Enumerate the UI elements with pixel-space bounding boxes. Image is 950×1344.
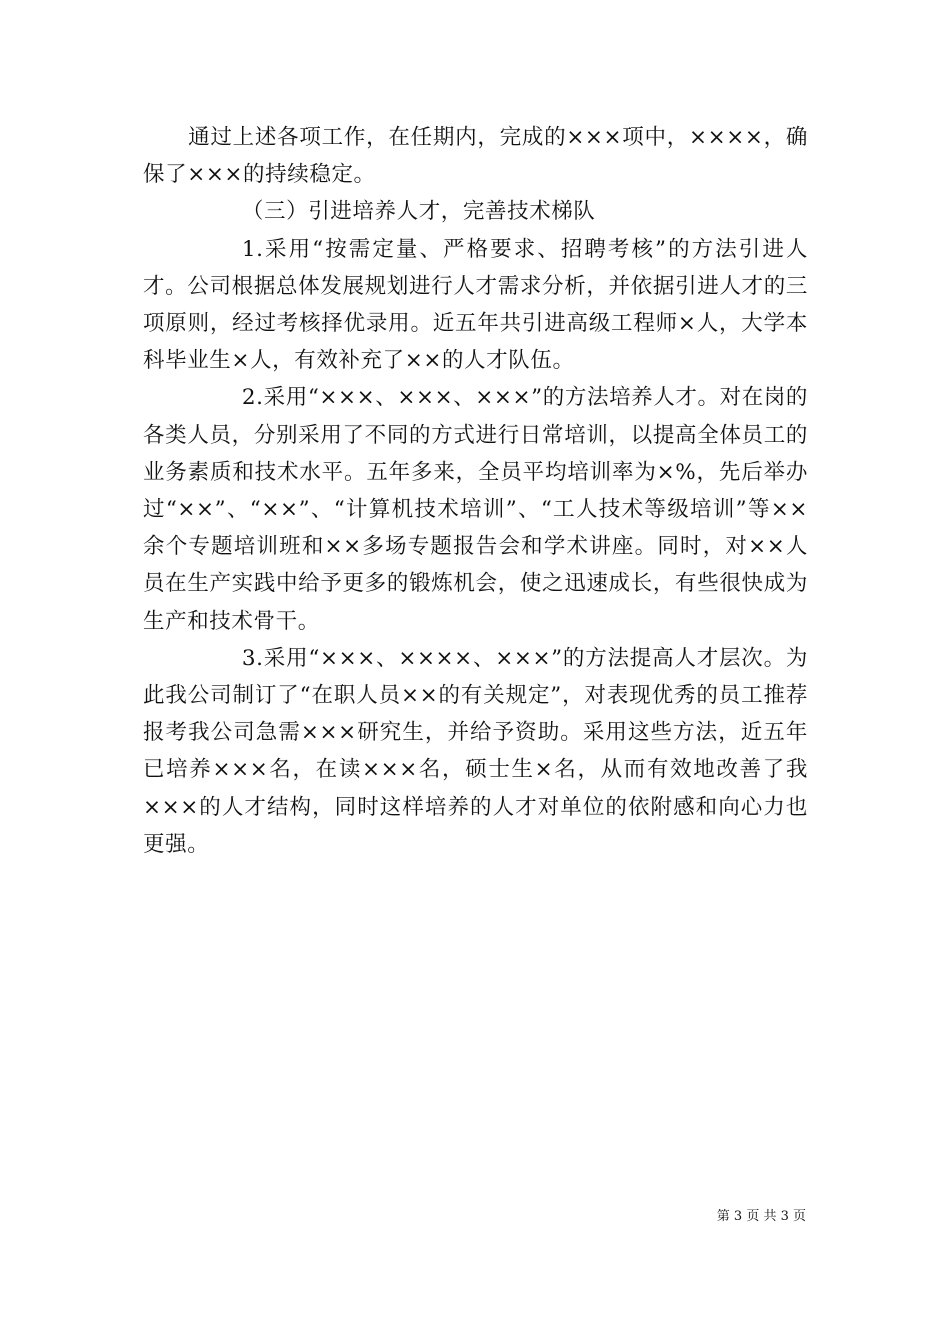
page-number-footer: 第 3 页 共 3 页	[716, 1209, 806, 1224]
document-body	[143, 119, 808, 863]
paragraph-item-1: 1.采用“按需定量、严格要求、招聘考核”的方法引进人才。公司根据总体发展规划进行人才需求分析，并依据引进人才的三项原则，经过考核择优录用。近五年共引进高级工程师×人，大学本科毕业生×人，有效补充了××的人才队伍。	[143, 236, 808, 374]
section-heading-talent: （三）引进培养人才，完善技术梯队	[241, 199, 596, 225]
paragraph-item-2: 2.采用“×××、×××、×××”的方法培养人才。对在岗的各类人员，分别采用了不同的方式进行日常培训，以提高全体员工的业务素质和技术水平。五年多来，全员平均培训率为×%，先后举办过“××”、“××”、“计算机技术培训”、“工人技术等级培训”等××余个专题培训班和××多场专题报告会和学术讲座。同时，对××人员在生产实践中给予更多的锻炼机会，使之迅速成长，有些很快成为生产和技术骨干。	[143, 385, 808, 634]
paragraph-summary: 通过上述各项工作，在任期内，完成的×××项中，××××，确保了×××的持续稳定。	[143, 125, 808, 188]
paragraph-item-3: 3.采用“×××、××××、×××”的方法提高人才层次。为此我公司制订了“在职人员××的有关规定”，对表现优秀的员工推荐报考我公司急需×××研究生，并给予资助。采用这些方法，近五年已培养×××名，在读×××名，硕士生×名，从而有效地改善了我×××的人才结构，同时这样培养的人才对单位的依附感和向心力也更强。	[143, 645, 808, 857]
